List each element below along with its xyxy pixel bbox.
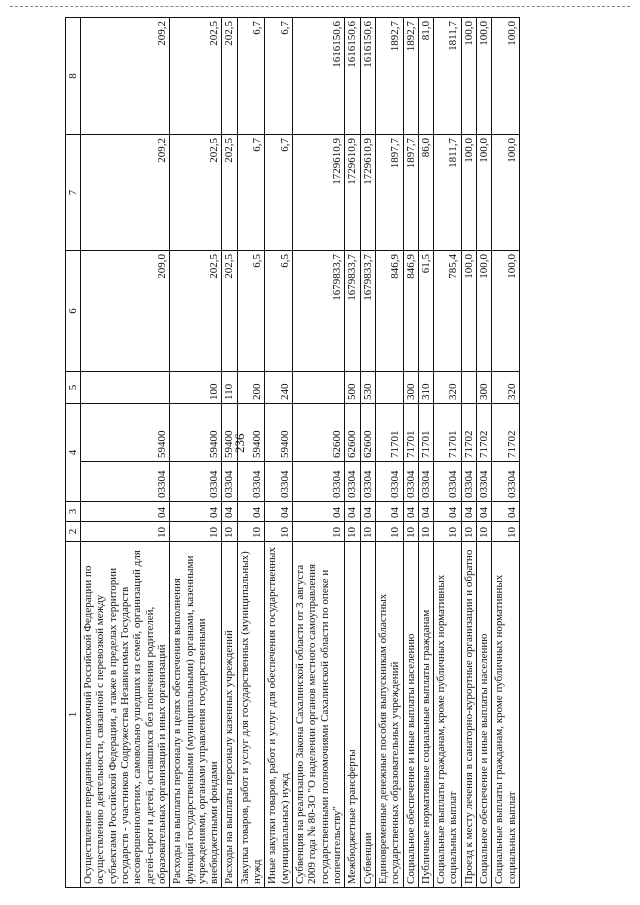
amount-year-2: 202,5 — [222, 135, 237, 251]
row-name: Расходы на выплаты персоналу в целях обеспечения выполнения функций государственными (муниципальными) органами, казенными учреждениями, органами управления государственными внебюджетными фондами — [170, 542, 222, 888]
program-code: 03304 — [265, 462, 293, 502]
amount-year-2: 100,0 — [492, 135, 520, 251]
row-name: Социальные выплаты гражданам, кроме публичных нормативных социальных выплат — [492, 542, 520, 888]
subsection-code: 04 — [434, 502, 462, 522]
expense-type-code: 300 — [403, 372, 418, 404]
subsection-code: 04 — [403, 502, 418, 522]
program-code: 03304 — [492, 462, 520, 502]
amount-year-2: 1729610,9 — [293, 135, 345, 251]
subsection-code: 04 — [360, 502, 375, 522]
column-header-8: 8 — [66, 18, 81, 135]
table-row — [360, 18, 375, 888]
rotated-table-wrapper — [65, 18, 595, 888]
program-code: 03304 — [461, 462, 476, 502]
expense-type-code: 310 — [418, 372, 433, 404]
amount-year-1: 1679833,7 — [360, 251, 375, 372]
table-row — [403, 18, 418, 888]
row-name: Субвенция на реализацию Закона Сахалинской области от 3 августа 2009 года № 80-ЗО "О наделении органов местного самоуправления государственными полномочиями Сахалинской области по опеке и попечительству" — [293, 542, 345, 888]
amount-year-1: 785,4 — [434, 251, 462, 372]
row-name: Публичные нормативные социальные выплаты гражданам — [418, 542, 433, 888]
table-row — [461, 18, 476, 888]
expense-code: 71701 — [418, 404, 433, 462]
table-row — [81, 18, 170, 888]
subsection-code: 04 — [170, 502, 222, 522]
amount-year-3: 1616150,6 — [345, 18, 360, 135]
expense-type-code: 320 — [434, 372, 462, 404]
expense-code: 59400 — [265, 404, 293, 462]
amount-year-3: 100,0 — [461, 18, 476, 135]
table-row — [492, 18, 520, 888]
amount-year-2: 100,0 — [477, 135, 492, 251]
row-name: Единовременные денежные пособия выпускникам областных государственных образовательных учреждений — [375, 542, 403, 888]
expense-code: 71702 — [477, 404, 492, 462]
program-code: 03304 — [293, 462, 345, 502]
row-name: Социальное обеспечение и иные выплаты населению — [403, 542, 418, 888]
expense-code: 62600 — [293, 404, 345, 462]
scan-edge-artifact — [10, 6, 630, 8]
column-header-4: 4 — [66, 404, 81, 502]
amount-year-1: 1679833,7 — [293, 251, 345, 372]
amount-year-1: 846,9 — [403, 251, 418, 372]
amount-year-3: 1811,7 — [434, 18, 462, 135]
amount-year-1: 1679833,7 — [345, 251, 360, 372]
expense-type-code — [293, 372, 345, 404]
section-code: 10 — [345, 522, 360, 542]
expense-code: 71702 — [492, 404, 520, 462]
row-name: Социальные выплаты гражданам, кроме публичных нормативных социальных выплат — [434, 542, 462, 888]
program-code: 03304 — [81, 462, 170, 502]
column-header-5: 5 — [66, 372, 81, 404]
amount-year-2: 100,0 — [461, 135, 476, 251]
table-row — [222, 18, 237, 888]
expense-code: 59400 — [222, 404, 237, 462]
expense-code: 71701 — [434, 404, 462, 462]
subsection-code: 04 — [237, 502, 265, 522]
table-row — [265, 18, 293, 888]
program-code: 03304 — [237, 462, 265, 502]
table-row — [170, 18, 222, 888]
subsection-code: 04 — [345, 502, 360, 522]
row-name: Субвенции — [360, 542, 375, 888]
column-header-6: 6 — [66, 251, 81, 372]
program-code: 03304 — [360, 462, 375, 502]
amount-year-2: 6,7 — [237, 135, 265, 251]
section-code: 10 — [81, 522, 170, 542]
amount-year-2: 202,5 — [170, 135, 222, 251]
subsection-code: 04 — [418, 502, 433, 522]
subsection-code: 04 — [492, 502, 520, 522]
column-header-7: 7 — [66, 135, 81, 251]
expense-type-code: 100 — [170, 372, 222, 404]
amount-year-3: 81,0 — [418, 18, 433, 135]
amount-year-3: 202,5 — [170, 18, 222, 135]
amount-year-3: 100,0 — [477, 18, 492, 135]
table-row — [375, 18, 403, 888]
amount-year-2: 1897,7 — [403, 135, 418, 251]
section-code: 10 — [375, 522, 403, 542]
table-row — [237, 18, 265, 888]
subsection-code: 04 — [81, 502, 170, 522]
expense-type-code: 200 — [237, 372, 265, 404]
amount-year-2: 86,0 — [418, 135, 433, 251]
subsection-code: 04 — [461, 502, 476, 522]
row-name: Иные закупки товаров, работ и услуг для обеспечения государственных (муниципальных) нужд — [265, 542, 293, 888]
program-code: 03304 — [418, 462, 433, 502]
subsection-code: 04 — [293, 502, 345, 522]
program-code: 03304 — [345, 462, 360, 502]
table-row — [434, 18, 462, 888]
program-code: 03304 — [375, 462, 403, 502]
expense-code: 62600 — [345, 404, 360, 462]
subsection-code: 04 — [222, 502, 237, 522]
row-name: Расходы на выплаты персоналу казенных учреждений — [222, 542, 237, 888]
section-code: 10 — [237, 522, 265, 542]
expense-type-code — [81, 372, 170, 404]
amount-year-3: 202,5 — [222, 18, 237, 135]
table-row — [418, 18, 433, 888]
expense-type-code: 500 — [345, 372, 360, 404]
amount-year-3: 6,7 — [265, 18, 293, 135]
amount-year-2: 1729610,9 — [360, 135, 375, 251]
row-name: Межбюджетные трансферты — [345, 542, 360, 888]
amount-year-1: 100,0 — [492, 251, 520, 372]
section-code: 10 — [265, 522, 293, 542]
amount-year-1: 100,0 — [477, 251, 492, 372]
amount-year-1: 6,5 — [265, 251, 293, 372]
amount-year-3: 1616150,6 — [293, 18, 345, 135]
expense-type-code: 320 — [492, 372, 520, 404]
expense-code: 71701 — [375, 404, 403, 462]
section-code: 10 — [222, 522, 237, 542]
subsection-code: 04 — [265, 502, 293, 522]
expense-code: 62600 — [360, 404, 375, 462]
amount-year-3: 1892,7 — [403, 18, 418, 135]
expense-type-code: 300 — [477, 372, 492, 404]
amount-year-1: 100,0 — [461, 251, 476, 372]
expense-type-code: 530 — [360, 372, 375, 404]
table-header-row — [66, 18, 81, 888]
amount-year-1: 61,5 — [418, 251, 433, 372]
section-code: 10 — [403, 522, 418, 542]
amount-year-1: 209,0 — [81, 251, 170, 372]
row-name: Проезд к месту лечения в санаторно-курортные организации и обратно — [461, 542, 476, 888]
expense-code: 59400 — [81, 404, 170, 462]
table-row — [345, 18, 360, 888]
page-number: 236 — [232, 433, 247, 453]
table-row — [477, 18, 492, 888]
expense-code: 71701 — [403, 404, 418, 462]
amount-year-2: 1729610,9 — [345, 135, 360, 251]
amount-year-3: 1616150,6 — [360, 18, 375, 135]
amount-year-1: 202,5 — [222, 251, 237, 372]
row-name: Осуществление переданных полномочий Российской Федерации по осуществлению деятельности, связанной с перевозкой между субъектами Российской Федерации, а также в пределах территории государств - участников Содружества Независимых Государств несовершеннолетних, самовольно ушедших из семей, организаций для детей-сирот и детей, оставшихся без попечения родителей, образовательных организаций и иных организаций — [81, 542, 170, 888]
amount-year-1: 6,5 — [237, 251, 265, 372]
expense-code: 71702 — [461, 404, 476, 462]
program-code: 03304 — [403, 462, 418, 502]
section-code: 10 — [461, 522, 476, 542]
subsection-code: 04 — [375, 502, 403, 522]
amount-year-3: 100,0 — [492, 18, 520, 135]
column-header-3: 3 — [66, 502, 81, 522]
amount-year-2: 1811,7 — [434, 135, 462, 251]
row-name: Социальное обеспечение и иные выплаты населению — [477, 542, 492, 888]
expense-type-code: 240 — [265, 372, 293, 404]
table-row — [293, 18, 345, 888]
column-header-1: 1 — [66, 542, 81, 888]
subsection-code: 04 — [477, 502, 492, 522]
section-code: 10 — [418, 522, 433, 542]
row-name: Закупка товаров, работ и услуг для государственных (муниципальных) нужд — [237, 542, 265, 888]
expense-type-code: 110 — [222, 372, 237, 404]
amount-year-2: 1897,7 — [375, 135, 403, 251]
amount-year-1: 202,5 — [170, 251, 222, 372]
amount-year-2: 209,2 — [81, 135, 170, 251]
amount-year-3: 1892,7 — [375, 18, 403, 135]
program-code: 03304 — [222, 462, 237, 502]
section-code: 10 — [360, 522, 375, 542]
expense-type-code — [375, 372, 403, 404]
program-code: 03304 — [434, 462, 462, 502]
column-header-2: 2 — [66, 522, 81, 542]
section-code: 10 — [293, 522, 345, 542]
program-code: 03304 — [170, 462, 222, 502]
section-code: 10 — [170, 522, 222, 542]
amount-year-2: 6,7 — [265, 135, 293, 251]
amount-year-1: 846,9 — [375, 251, 403, 372]
expense-code: 59400 — [237, 404, 265, 462]
expense-type-code — [461, 372, 476, 404]
section-code: 10 — [434, 522, 462, 542]
expense-code: 59400 — [170, 404, 222, 462]
amount-year-3: 6,7 — [237, 18, 265, 135]
amount-year-3: 209,2 — [81, 18, 170, 135]
section-code: 10 — [492, 522, 520, 542]
section-code: 10 — [477, 522, 492, 542]
program-code: 03304 — [477, 462, 492, 502]
budget-table — [65, 17, 520, 888]
table-body — [81, 18, 520, 888]
